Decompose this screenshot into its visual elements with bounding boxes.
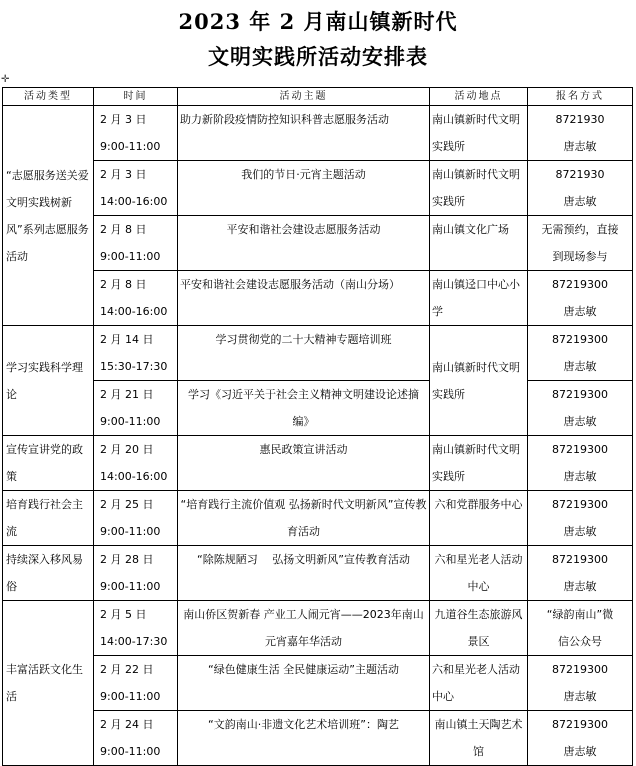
time-range: 14:00-17:30: [100, 635, 168, 648]
registration-line-1: 无需预约，直接: [541, 223, 619, 236]
location-cell: 南山镇新时代文明实践所: [430, 106, 528, 161]
time-range: 9:00-11:00: [100, 140, 161, 153]
date: 2 月 22 日: [100, 663, 154, 676]
time-range: 9:00-11:00: [100, 525, 161, 538]
location-cell: 六和星光老人活动中心: [430, 656, 528, 711]
time-cell: [94, 161, 178, 216]
registration-line-1: 8721930: [555, 113, 605, 126]
registration-line-1: 87219300: [552, 663, 608, 676]
table-row: [3, 381, 633, 436]
category-cell: 宣传宣讲党的政策: [3, 436, 94, 491]
location-cell: 南山镇新时代文明实践所: [430, 436, 528, 491]
date: 2 月 14 日: [100, 333, 154, 346]
registration-line-2: 唐志敏: [563, 140, 597, 153]
time-range: 15:30-17:30: [100, 360, 168, 373]
table-row: [3, 326, 633, 381]
header-location: 活动地点: [430, 88, 528, 106]
date: 2 月 8 日: [100, 223, 147, 236]
time-cell: [94, 491, 178, 546]
location-cell: 南山镇新时代文明实践所: [430, 326, 528, 436]
table-row: [3, 601, 633, 656]
registration-line-1: 87219300: [552, 443, 608, 456]
time-cell: [94, 711, 178, 766]
registration-line-2: 到现场参与: [552, 250, 608, 263]
registration-line-2: 信公众号: [558, 635, 602, 648]
date: 2 月 25 日: [100, 498, 154, 511]
move-handle-icon[interactable]: ✛: [1, 74, 10, 85]
time-cell: [94, 381, 178, 436]
location-cell: 南山镇迳口中心小学: [430, 271, 528, 326]
registration-cell: [528, 436, 633, 491]
registration-line-2: 唐志敏: [563, 195, 597, 208]
table-row: [3, 216, 633, 271]
header-category: 活动类型: [3, 88, 94, 106]
time-cell: [94, 106, 178, 161]
time-cell: [94, 436, 178, 491]
location-cell: 南山镇土天陶艺术馆: [430, 711, 528, 766]
date: 2 月 8 日: [100, 278, 147, 291]
table-row: [3, 436, 633, 491]
topic-cell: 学习贯彻党的二十大精神专题培训班: [178, 326, 430, 381]
registration-line-1: 87219300: [552, 553, 608, 566]
registration-cell: [528, 601, 633, 656]
category-cell: 丰富活跃文化生活: [3, 601, 94, 766]
registration-line-1: 87219300: [552, 388, 608, 401]
table-header-row: [3, 88, 633, 106]
time-range: 14:00-16:00: [100, 470, 168, 483]
page-title-line-1: 2023 年 2 月南山镇新时代: [178, 9, 458, 34]
registration-cell: [528, 711, 633, 766]
table-row: [3, 546, 633, 601]
registration-line-1: 8721930: [555, 168, 605, 181]
registration-cell: [528, 216, 633, 271]
registration-line-2: 唐志敏: [563, 415, 597, 428]
topic-cell: “培育践行主流价值观 弘扬新时代文明新风”宣传教育活动: [178, 491, 430, 546]
time-range: 9:00-11:00: [100, 250, 161, 263]
topic-cell: 学习《习近平关于社会主义精神文明建设论述摘编》: [178, 381, 430, 436]
registration-line-2: 唐志敏: [563, 580, 597, 593]
registration-line-1: 87219300: [552, 498, 608, 511]
date: 2 月 24 日: [100, 718, 154, 731]
date: 2 月 20 日: [100, 443, 154, 456]
time-cell: [94, 656, 178, 711]
topic-cell: “除陈规陋习 弘扬文明新风”宣传教育活动: [178, 546, 430, 601]
activity-schedule-table: [2, 87, 633, 766]
page-title-line-2: 文明实践所活动安排表: [208, 44, 428, 69]
registration-cell: [528, 106, 633, 161]
registration-line-1: 87219300: [552, 278, 608, 291]
topic-cell: 平安和谐社会建设志愿服务活动: [178, 216, 430, 271]
registration-line-2: 唐志敏: [563, 470, 597, 483]
time-range: 9:00-11:00: [100, 690, 161, 703]
table-row: [3, 161, 633, 216]
time-cell: [94, 216, 178, 271]
category-cell: 培育践行社会主流: [3, 491, 94, 546]
date: 2 月 3 日: [100, 113, 147, 126]
registration-cell: [528, 271, 633, 326]
location-cell: 南山镇新时代文明实践所: [430, 161, 528, 216]
registration-cell: [528, 656, 633, 711]
registration-cell: [528, 161, 633, 216]
topic-cell: “文韵南山·非遗文化艺术培训班”：陶艺: [178, 711, 430, 766]
registration-line-2: 唐志敏: [563, 690, 597, 703]
registration-cell: [528, 326, 633, 381]
table-row: [3, 711, 633, 766]
time-range: 14:00-16:00: [100, 195, 168, 208]
registration-line-2: 唐志敏: [563, 525, 597, 538]
category-cell: 学习实践科学理论: [3, 326, 94, 436]
location-cell: 六和星光老人活动中心: [430, 546, 528, 601]
topic-cell: 助力新阶段疫情防控知识科普志愿服务活动: [178, 106, 430, 161]
header-registration: 报名方式: [528, 88, 633, 106]
date: 2 月 3 日: [100, 168, 147, 181]
registration-line-1: “绿韵南山”微: [546, 608, 614, 621]
topic-cell: 南山侨区贺新春 产业工人闹元宵——2023年南山元宵嘉年华活动: [178, 601, 430, 656]
table-row: [3, 106, 633, 161]
date: 2 月 5 日: [100, 608, 147, 621]
registration-line-2: 唐志敏: [563, 305, 597, 318]
category-cell: 持续深入移风易俗: [3, 546, 94, 601]
time-cell: [94, 601, 178, 656]
registration-cell: [528, 491, 633, 546]
topic-cell: 平安和谐社会建设志愿服务活动（南山分场）: [178, 271, 430, 326]
table-row: [3, 491, 633, 546]
header-time: 时间: [94, 88, 178, 106]
topic-cell: “绿色健康生活 全民健康运动”主题活动: [178, 656, 430, 711]
registration-line-1: 87219300: [552, 333, 608, 346]
table-row: [3, 271, 633, 326]
table-row: [3, 656, 633, 711]
time-cell: [94, 546, 178, 601]
time-range: 9:00-11:00: [100, 745, 161, 758]
registration-cell: [528, 546, 633, 601]
registration-line-2: 唐志敏: [563, 745, 597, 758]
location-cell: 南山镇文化广场: [430, 216, 528, 271]
header-topic: 活动主题: [178, 88, 430, 106]
location-cell: 六和党群服务中心: [430, 491, 528, 546]
date: 2 月 28 日: [100, 553, 154, 566]
time-range: 9:00-11:00: [100, 580, 161, 593]
registration-line-2: 唐志敏: [563, 360, 597, 373]
time-range: 9:00-11:00: [100, 415, 161, 428]
date: 2 月 21 日: [100, 388, 154, 401]
time-range: 14:00-16:00: [100, 305, 168, 318]
registration-line-1: 87219300: [552, 718, 608, 731]
registration-cell: [528, 381, 633, 436]
category-cell: “志愿服务送关爱 文明实践树新风”系列志愿服务活动: [3, 106, 94, 326]
time-cell: [94, 326, 178, 381]
topic-cell: 惠民政策宣讲活动: [178, 436, 430, 491]
topic-cell: 我们的节日·元宵主题活动: [178, 161, 430, 216]
location-cell: 九道谷生态旅游风景区: [430, 601, 528, 656]
time-cell: [94, 271, 178, 326]
